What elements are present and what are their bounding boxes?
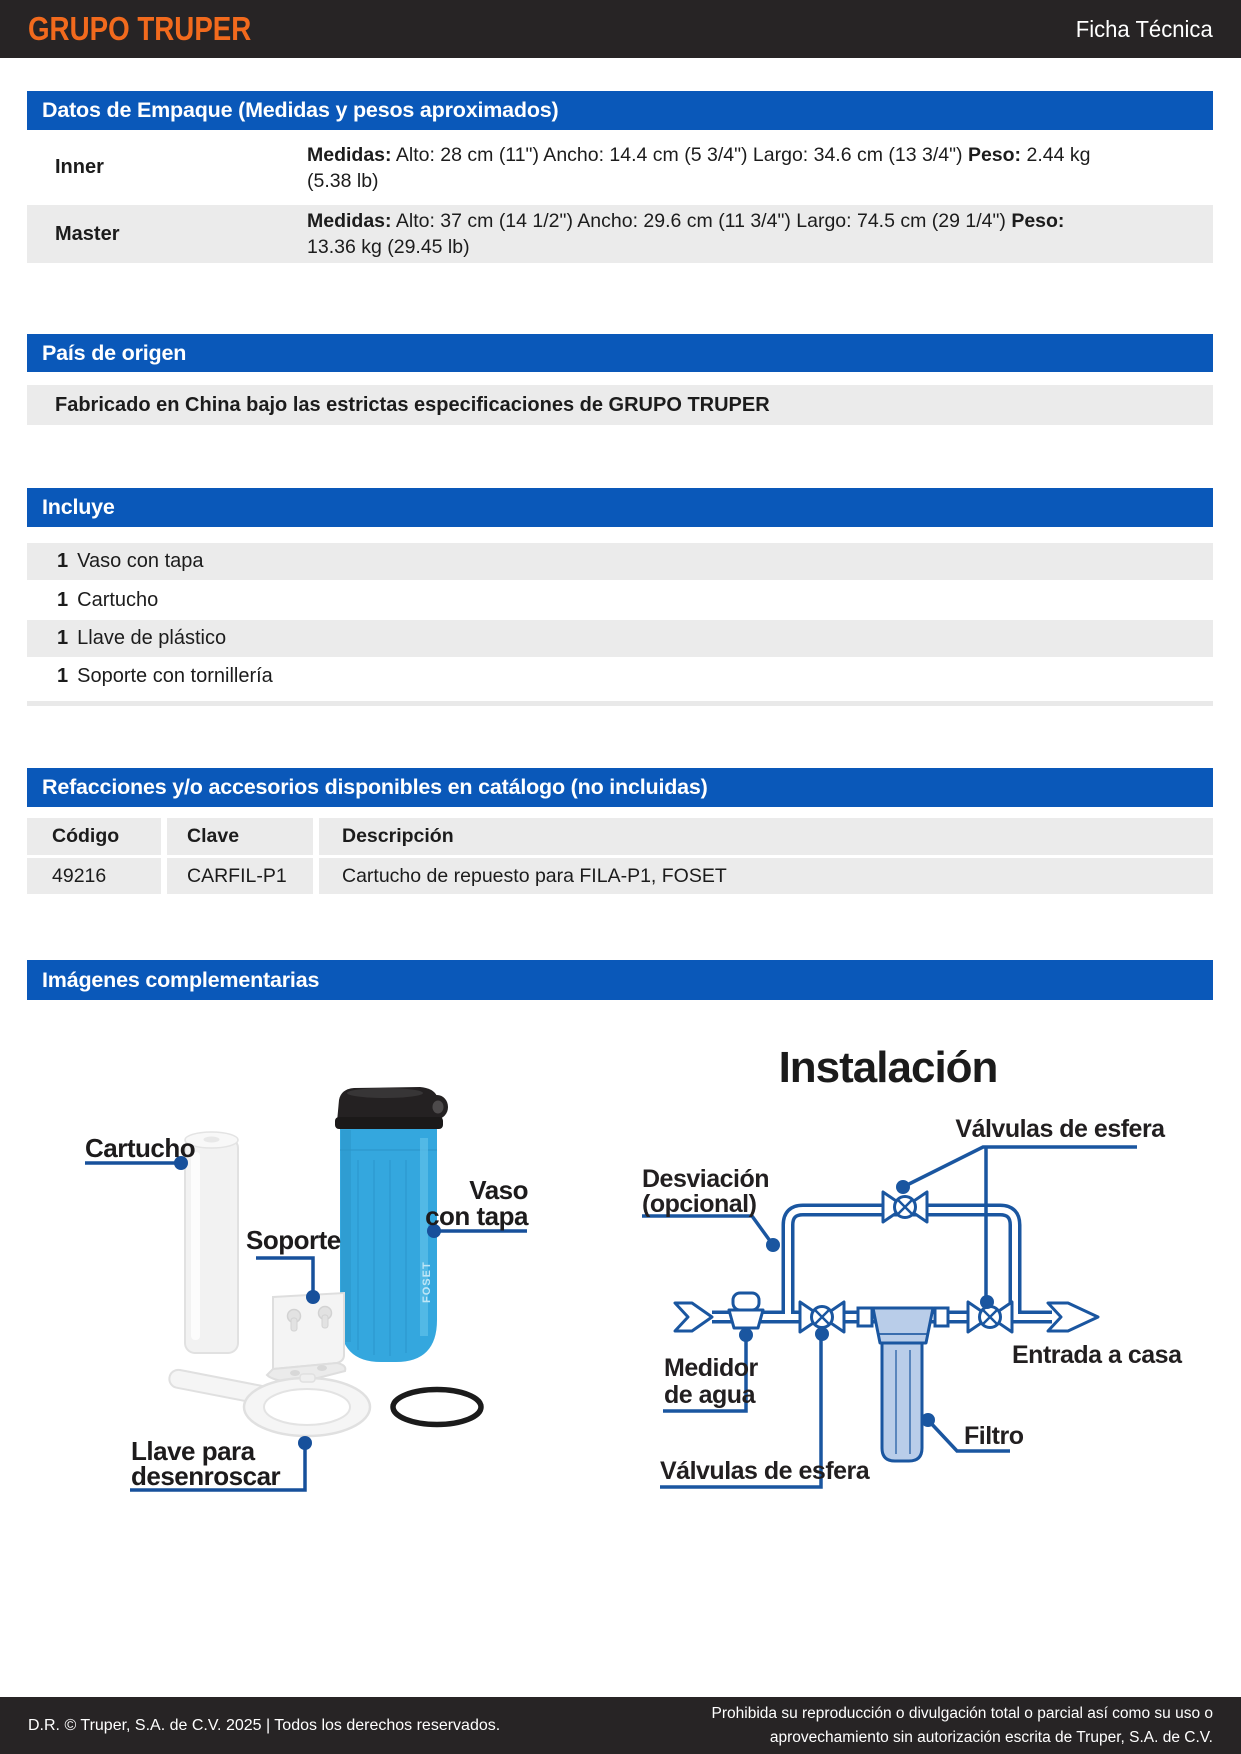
wrench-illustration bbox=[168, 1368, 370, 1436]
col-header-codigo: Código bbox=[27, 818, 161, 855]
empaque-row-label: Master bbox=[55, 222, 120, 245]
incluye-item bbox=[27, 580, 1213, 620]
footer-legal-line1: Prohibida su reproducción o divulgación total o parcial así como su uso o bbox=[711, 1704, 1213, 1722]
section-title-incluye: Incluye bbox=[27, 488, 1213, 527]
label-cartucho: Cartucho bbox=[85, 1133, 196, 1163]
medidas-line bbox=[307, 142, 1179, 168]
cell-clave: CARFIL-P1 bbox=[167, 858, 313, 894]
label-medidor-line1: Medidor bbox=[664, 1354, 758, 1382]
housing-brand-text: FOSET bbox=[421, 1261, 433, 1303]
item-name: Cartucho bbox=[77, 588, 159, 611]
item-name: Llave de plástico bbox=[77, 627, 227, 649]
medidas-label: Medidas: bbox=[307, 210, 392, 232]
cell-descripcion: Cartucho de repuesto para FILA-P1, FOSET bbox=[319, 858, 1213, 894]
label-llave-line1: Llave para bbox=[131, 1436, 255, 1466]
pipes bbox=[712, 1210, 1052, 1317]
incluye-item bbox=[27, 543, 1213, 580]
section-divider bbox=[27, 701, 1213, 706]
medidas-line2: 13.36 kg (29.45 lb) bbox=[307, 236, 470, 258]
col-header-descripcion: Descripción bbox=[319, 818, 1213, 855]
label-desviacion-line2: (opcional) bbox=[642, 1190, 757, 1218]
refacciones-table-header bbox=[27, 818, 1213, 855]
diagram-callout-dots bbox=[739, 1180, 994, 1427]
doc-type-title: Ficha Técnica bbox=[1075, 15, 1213, 42]
flow-arrow-out bbox=[1048, 1303, 1098, 1331]
medidas-line2: (5.38 lb) bbox=[307, 169, 379, 192]
water-meter-symbol bbox=[729, 1293, 763, 1328]
item-qty: 1 bbox=[57, 664, 69, 687]
col-header-clave: Clave bbox=[167, 818, 313, 855]
label-desviacion-line1: Desviación bbox=[642, 1165, 770, 1193]
section-title-imagenes: Imágenes complementarias bbox=[27, 960, 1213, 1000]
cartridge-illustration bbox=[185, 1132, 238, 1353]
top-header-bar bbox=[0, 0, 1241, 58]
footer-copyright: D.R. © Truper, S.A. de C.V. 2025 | Todos los derechos reservados. bbox=[28, 1716, 501, 1734]
section-title-refacciones: Refacciones y/o accesorios disponibles en catálogo (no incluidas) bbox=[27, 768, 1213, 807]
medidas-text: Alto: 28 cm (11") Ancho: 14.4 cm (5 3/4") Largo: 34.6 cm (13 3/4") bbox=[391, 143, 968, 166]
section-title-pais: País de origen bbox=[27, 334, 1213, 372]
medidas-text: Alto: 37 cm (14 1/2") Ancho: 29.6 cm (11 3/4") Largo: 74.5 cm (29 1/4") bbox=[391, 210, 1012, 232]
incluye-item bbox=[27, 620, 1213, 657]
empaque-row-label: Inner bbox=[55, 156, 104, 178]
empaque-row-inner bbox=[27, 130, 1213, 205]
oring-illustration bbox=[393, 1390, 481, 1425]
medidas-label: Medidas: bbox=[307, 143, 392, 166]
diagram-title: Instalación bbox=[778, 1043, 998, 1092]
product-parts-image bbox=[60, 1060, 560, 1500]
flow-arrow-in bbox=[675, 1303, 712, 1331]
refacciones-table-row bbox=[27, 858, 1213, 894]
label-soporte: Soporte bbox=[246, 1225, 341, 1255]
bracket-illustration bbox=[267, 1293, 345, 1381]
peso-text: 2.44 kg bbox=[1021, 143, 1091, 166]
filter-symbol bbox=[858, 1308, 948, 1461]
empaque-row-value bbox=[307, 208, 1213, 260]
empaque-row-master bbox=[27, 205, 1213, 263]
grupo-truper-logo: GRUPO TRUPER bbox=[28, 10, 252, 47]
cell-codigo: 49216 bbox=[27, 858, 161, 894]
section-title-empaque: Datos de Empaque (Medidas y pesos aproximados) bbox=[27, 91, 1213, 130]
label-entrada: Entrada a casa bbox=[1012, 1341, 1182, 1369]
label-valvulas-bottom: Válvulas de esfera bbox=[660, 1457, 870, 1485]
empaque-row-value bbox=[307, 142, 1213, 194]
footer-legal-line2: aprovechamiento sin autorización escrita de Truper, S.A. de C.V. bbox=[769, 1728, 1213, 1746]
item-qty: 1 bbox=[57, 588, 69, 611]
incluye-item bbox=[27, 657, 1213, 695]
medidas-line bbox=[307, 208, 1179, 234]
footer-bar bbox=[0, 1697, 1241, 1754]
footer-legal bbox=[712, 1702, 1213, 1750]
label-filtro: Filtro bbox=[964, 1422, 1024, 1450]
item-name: Soporte con tornillería bbox=[77, 664, 273, 687]
peso-label: Peso: bbox=[1011, 210, 1065, 232]
pais-origen-text: Fabricado en China bajo las estrictas especificaciones de GRUPO TRUPER bbox=[27, 385, 1213, 425]
item-name: Vaso con tapa bbox=[77, 550, 204, 572]
installation-diagram bbox=[620, 1020, 1220, 1500]
label-vaso-line1: Vaso bbox=[469, 1175, 528, 1205]
label-medidor-line2: de agua bbox=[664, 1381, 755, 1409]
label-valvulas-top: Válvulas de esfera bbox=[955, 1115, 1165, 1143]
label-llave-line2: desenroscar bbox=[131, 1461, 281, 1491]
label-vaso-line2: con tapa bbox=[425, 1201, 528, 1231]
item-qty: 1 bbox=[57, 627, 69, 649]
item-qty: 1 bbox=[57, 550, 69, 572]
peso-label: Peso: bbox=[967, 143, 1022, 166]
